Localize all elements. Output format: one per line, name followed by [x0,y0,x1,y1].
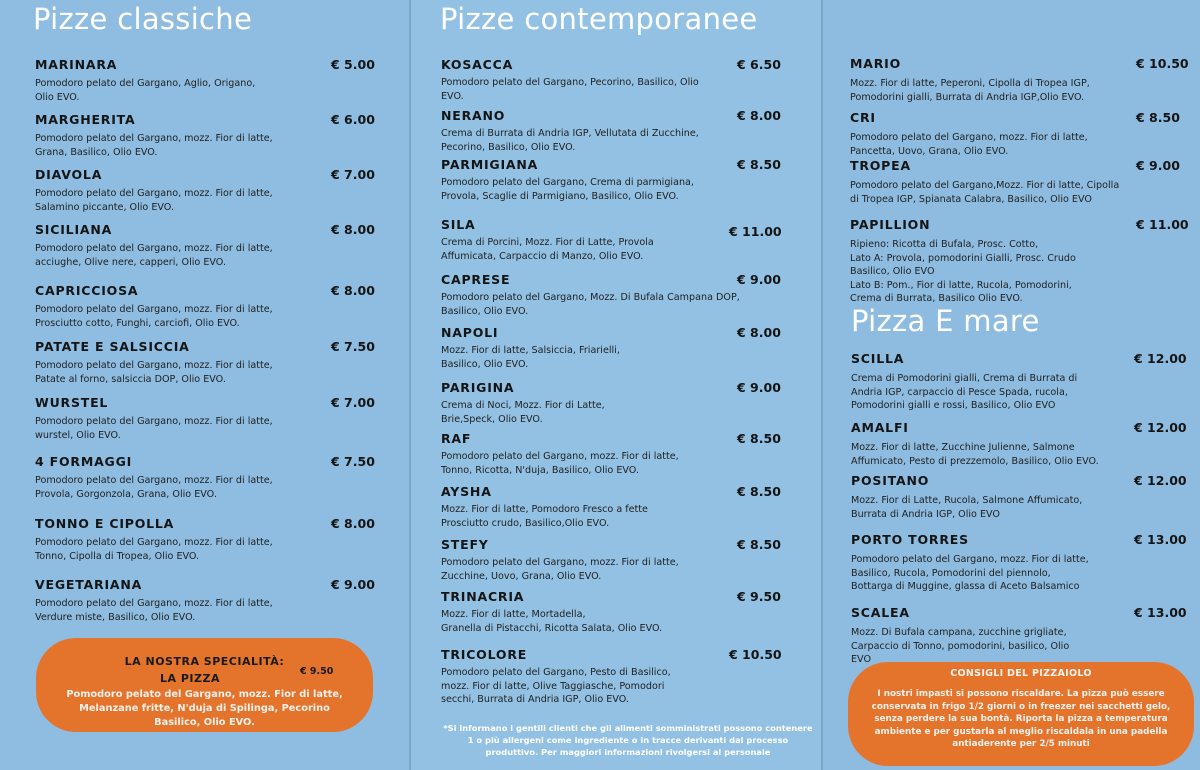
menu-item-price: € 8.50 [737,157,781,172]
menu-item-name: POSITANO [851,473,930,488]
menu-item-description: Mozz. Di Bufala campana, zucchine grigliate, Carpaccio di Tonno, pomodorini, basilico, Olio EVO [851,627,1070,665]
menu-item-description: Crema di Pomodorini gialli, Crema di Burrata di Andria IGP, carpaccio di Pesce Spada, rucola, Pomodorini gialli e rossi, Basilico, Olio EVO [851,373,1078,411]
menu-item-description: Pomodoro pelato del Gargano, mozz. Fior di latte, Verdure miste, Basilico, Olio EVO. [35,598,273,623]
menu-item-description: Ripieno: Ricotta di Bufala, Prosc. Cotto, Lato A: Provola, pomodorini Gialli, Prosc. Crudo Basilico, Olio EVO Lato B: Pom., Fior di latte, Rucola, Pomodorini, Crema di Burrata, Basilico Olio EVO. [850,239,1076,304]
menu-item-price: € 12.00 [1134,473,1187,488]
menu-item-name: PAPILLION [850,217,931,232]
menu-item-price: € 8.50 [737,537,781,552]
menu-item-price: € 5.00 [331,57,375,72]
menu-item-description: Pomodoro pelato del Gargano, Crema di parmigiana, Provola, Scaglie di Parmigiano, Basilico, Olio EVO. [441,177,694,202]
menu-item-price: € 7.00 [331,395,375,410]
menu-item-description: Pomodoro pelato del Gargano, Mozz. Di Bufala Campana DOP, Basilico, Olio EVO. [441,292,740,317]
menu-item-description: Pomodoro pelato del Gargano, mozz. Fior di latte, Pancetta, Uovo, Grana, Olio EVO. [850,132,1088,157]
menu-item-name: VEGETARIANA [35,577,143,592]
menu-item-name: TROPEA [850,158,911,173]
menu-item-description: Pomodoro pelato del Gargano, mozz. Fior di latte, Patate al forno, salsiccia DOP, Olio EVO. [35,360,273,385]
menu-item-description: Mozz. Fior di latte, Salsiccia, Friarielli, Basilico, Olio EVO. [441,345,620,370]
menu-item-name: NERANO [441,108,506,123]
menu-item-description: Mozz. Fior di latte, Peperoni, Cipolla di Tropea IGP, Pomodorini gialli, Burrata di Andria IGP,Olio EVO. [850,78,1090,103]
menu-item-name: AYSHA [441,484,492,499]
menu-item-price: € 8.50 [737,431,781,446]
menu-item-name: STEFY [441,537,489,552]
heading-pizza-e-mare: Pizza E mare [851,304,1040,338]
menu-item-name: TRINACRIA [441,589,525,604]
menu-item-description: Pomodoro pelato del Gargano, mozz. Fior di latte, Tonno, Cipolla di Tropea, Olio EVO. [35,537,273,562]
menu-item-name: SICILIANA [35,222,113,237]
fold-divider [409,0,411,770]
menu-item-name: PARMIGIANA [441,157,539,172]
menu-item-price: € 9.00 [737,272,781,287]
menu-item-price: € 7.50 [331,339,375,354]
menu-item-price: € 8.00 [331,516,375,531]
menu-item-name: RAF [441,431,472,446]
specialita-title: LA NOSTRA SPECIALITÀ: [124,655,285,668]
menu-item-description: Mozz. Fior di Latte, Rucola, Salmone Affumicato, Burrata di Andria IGP, Olio EVO [851,495,1083,520]
menu-item-price: € 7.00 [331,167,375,182]
menu-item-name: CAPRESE [441,272,511,287]
allergen-note: *Si informano i gentili clienti che gli alimenti somministrati possono contenere 1 o più allergeni come ingrediente o in tracce derivanti dal processo produttivo. Per maggiori informazioni rivolgersi al personale [443,723,813,757]
consigli-title: CONSIGLI DEL PIZZAIOLO [950,668,1092,679]
menu-item-description: Crema di Porcini, Mozz. Fior di Latte, Provola Affumicata, Carpaccio di Manzo, Olio EVO. [441,237,654,262]
menu-item-description: Pomodoro pelato del Gargano, Pesto di Basilico, mozz. Fior di latte, Olive Taggiasche, Pomodori secchi, Burrata di Andria IGP, Olio EVO. [441,667,671,705]
menu-item-description: Mozz. Fior di latte, Pomodoro Fresco a fette Prosciutto crudo, Basilico,Olio EVO. [441,504,648,529]
menu-item-price: € 13.00 [1134,605,1187,620]
menu-item-price: € 12.00 [1134,420,1187,435]
menu-item-name: DIAVOLA [35,167,103,182]
menu-item-price: € 9.00 [331,577,375,592]
menu-item-name: PARIGINA [441,380,515,395]
menu-item-name: MARINARA [35,57,118,72]
menu-item-price: € 10.50 [729,647,782,662]
menu-item-name: NAPOLI [441,325,499,340]
menu-item-price: € 8.00 [737,108,781,123]
menu-item-price: € 9.00 [1136,158,1180,173]
menu-item-price: € 6.00 [331,112,375,127]
menu-item-description: Pomodoro pelato del Gargano, mozz. Fior di latte, wurstel, Olio EVO. [35,416,273,441]
menu-item-name: CRI [850,110,876,125]
fold-divider [821,0,823,770]
menu-item-price: € 8.00 [331,222,375,237]
menu-item-name: MARIO [850,56,902,71]
menu-item-price: € 8.00 [737,325,781,340]
menu-item-name: AMALFI [851,420,909,435]
menu-item-description: Pomodoro pelato del Gargano, mozz. Fior di latte, acciughe, Olive nere, capperi, Olio EVO. [35,243,273,268]
menu-item-price: € 8.50 [1136,110,1180,125]
heading-pizze-classiche: Pizze classiche [33,2,253,36]
menu-item-name: PORTO TORRES [851,532,969,547]
menu-item-name: WURSTEL [35,395,109,410]
menu-item-description: Pomodoro pelato del Gargano, mozz. Fior di latte, Salamino piccante, Olio EVO. [35,188,273,213]
menu-item-price: € 11.00 [729,224,782,239]
consigli-badge [848,662,1194,766]
menu-item-name: CAPRICCIOSA [35,283,139,298]
menu-item-description: Mozz. Fior di latte, Zucchine Julienne, Salmone Affumicato, Pesto di prezzemolo, Basilico, Olio EVO. [851,442,1099,467]
menu-item-description: Crema di Burrata di Andria IGP, Vellutata di Zucchine, Pecorino, Basilico, Olio EVO. [441,128,699,153]
specialita-subtitle: LA PIZZA [160,672,220,685]
menu-item-description: Pomodoro pelato del Gargano, mozz. Fior di latte, Prosciutto cotto, Funghi, carciofi, Olio EVO. [35,304,273,329]
menu-item-description: Mozz. Fior di latte, Mortadella, Granella di Pistacchi, Ricotta Salata, Olio EVO. [441,609,663,634]
menu-item-price: € 9.50 [737,589,781,604]
menu-item-description: Pomodoro pelato del Gargano, mozz. Fior di latte, Tonno, Ricotta, N'duja, Basilico, Olio EVO. [441,451,679,476]
menu-item-description: Pomodoro pelato del Gargano, Aglio, Origano, Olio EVO. [35,78,256,103]
menu-item-price: € 13.00 [1134,532,1187,547]
menu-item-name: TRICOLORE [441,647,528,662]
specialita-badge [36,638,373,732]
menu-item-price: € 10.50 [1136,56,1189,71]
menu-item-name: SCILLA [851,351,905,366]
menu-item-description: Pomodoro pelato del Gargano,Mozz. Fior di latte, Cipolla di Tropea IGP, Spianata Calabra, Basilico, Olio EVO [850,180,1120,205]
menu-item-name: KOSACCA [441,57,514,72]
menu-item-price: € 7.50 [331,454,375,469]
menu-item-price: € 6.50 [737,57,781,72]
heading-pizze-contemporanee: Pizze contemporanee [440,2,758,36]
menu-item-name: TONNO E CIPOLLA [35,516,175,531]
menu-item-price: € 8.50 [737,484,781,499]
menu-item-description: Pomodoro pelato del Gargano, mozz. Fior di latte, Basilico, Rucola, Pomodorini del piennolo, Bottarga di Muggine, glassa di Aceto Balsamico [851,554,1089,592]
specialita-price: € 9.50 [300,666,334,677]
menu-item-price: € 11.00 [1136,217,1189,232]
menu-item-name: SILA [441,217,476,232]
menu-item-name: 4 FORMAGGI [35,454,133,469]
menu-item-name: MARGHERITA [35,112,136,127]
menu-item-price: € 8.00 [331,283,375,298]
menu-item-description: Pomodoro pelato del Gargano, mozz. Fior di latte, Provola, Gorgonzola, Grana, Olio EVO. [35,475,273,500]
menu-item-price: € 9.00 [737,380,781,395]
menu-item-description: Pomodoro pelato del Gargano, mozz. Fior di latte, Grana, Basilico, Olio EVO. [35,133,273,158]
menu-item-description: Crema di Noci, Mozz. Fior di Latte, Brie,Speck, Olio EVO. [441,400,605,425]
consigli-text: I nostri impasti si possono riscaldare. La pizza può essere conservata in frigo 1/2 giorni o in freezer nei sacchetti gelo, senza perdere la sua bontà. Riporta la pizza a temperatura ambiente e per gustarla al meglio riscaldala in una padella antiaderente per 2/5 minuti [871,689,1171,749]
menu-item-description: Pomodoro pelato del Gargano, Pecorino, Basilico, Olio EVO. [441,77,699,102]
menu-item-description: Pomodoro pelato del Gargano, mozz. Fior di latte, Zucchine, Uovo, Grana, Olio EVO. [441,557,679,582]
menu-item-price: € 12.00 [1134,351,1187,366]
menu-item-name: PATATE E SALSICCIA [35,339,190,354]
menu-item-name: SCALEA [851,605,910,620]
specialita-description: Pomodoro pelato del Gargano, mozz. Fior di latte, Melanzane fritte, N'duja di Spilinga, Pecorino Basilico, Olio EVO. [66,689,343,728]
